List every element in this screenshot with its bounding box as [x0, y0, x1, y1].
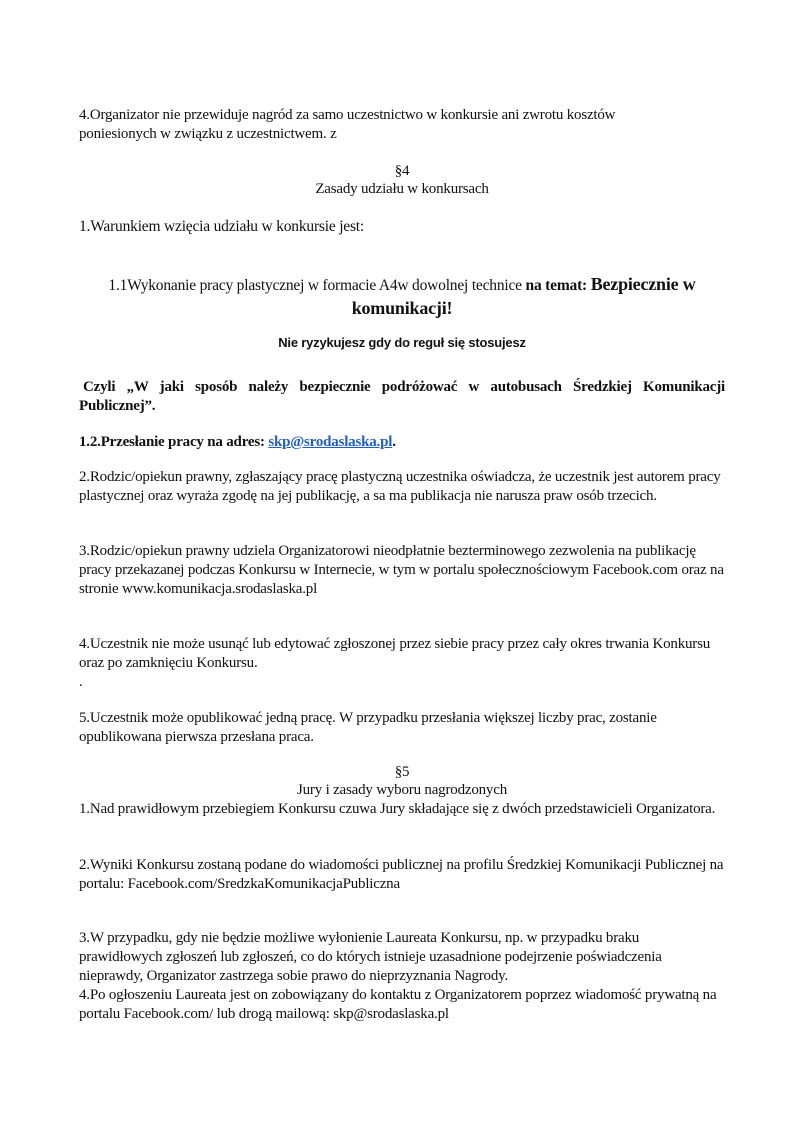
- section-4-title: Zasady udziału w konkursach: [315, 181, 489, 197]
- jury-4: 4.Po ogłoszeniu Laureata jest on zobowiązany do kontaktu z Organizatorem poprzez wiadomość prywatną na portalu Facebook.com/ lub drogą mailową: skp@srodaslaska.pl: [79, 987, 717, 1022]
- slogan: Nie ryzykujesz gdy do reguł się stosujesz: [278, 335, 526, 350]
- email-link[interactable]: skp@srodaslaska.pl: [268, 434, 393, 450]
- section-4-number: §4: [394, 163, 410, 179]
- period: .: [392, 434, 396, 450]
- stray-dot: .: [79, 674, 83, 690]
- item-1-1-text: 1.1Wykonanie pracy plastycznej w formacie A4w dowolnej technice: [108, 277, 526, 294]
- section-5-number: §5: [394, 764, 410, 780]
- condition-intro: 1.Warunkiem wzięcia udziału w konkursie jest:: [79, 218, 365, 235]
- paragraph-3: 3.Rodzic/opiekun prawny udziela Organizatorowi nieodpłatnie bezterminowego zezwolenia na publikację pracy przekazanej podczas Konkursu w Internecie, w tym w portalu społecznościowym Facebook.com oraz na stronie www.komunikacja.srodaslaska.pl: [79, 543, 724, 597]
- paragraph-4: 4.Uczestnik nie może usunąć lub edytować zgłoszonej przez siebie pracy przez cały okres trwania Konkursu oraz po zamknięciu Konkursu.: [79, 636, 711, 671]
- item-1-2-label: 1.2.Przesłanie pracy na adres:: [79, 434, 269, 450]
- section-5-title: Jury i zasady wyboru nagrodzonych: [296, 782, 507, 798]
- jury-1: 1.Nad prawidłowym przebiegiem Konkursu czuwa Jury składające się z dwóch przedstawicieli Organizatora.: [79, 801, 716, 817]
- paragraph-5: 5.Uczestnik może opublikować jedną pracę. W przypadku przesłania większej liczby prac, zostanie opublikowana pierwsza przesłana praca.: [79, 710, 657, 745]
- text-line: 4.Organizator nie przewiduje nagród za samo uczestnictwo w konkursie ani zwrotu kosztów: [79, 107, 616, 123]
- paragraph-no-prizes: [79, 106, 725, 144]
- text-line: poniesionych w związku z uczestnictwem. z: [79, 126, 337, 142]
- item-1-1-bold: na temat:: [525, 277, 591, 294]
- theme-title: Bezpiecznie w: [590, 274, 696, 294]
- item-1-2: [79, 433, 725, 452]
- theme-title-2: komunikacji!: [351, 298, 453, 318]
- item-1-1: [79, 273, 725, 321]
- czyli-paragraph: Czyli „W jaki sposób należy bezpiecznie podróżować w autobusach Średzkiej Komunikacji Publicznej”.: [79, 379, 725, 414]
- paragraph-2: 2.Rodzic/opiekun prawny, zgłaszający pracę plastyczną uczestnika oświadcza, że uczestnik jest autorem pracy plastycznej oraz wyraża zgodę na jej publikację, a sa ma publikacja nie narusza praw osób trzecich.: [79, 469, 721, 504]
- jury-2: 2.Wyniki Konkursu zostaną podane do wiadomości publicznej na profilu Średzkiej Komunikacji Publicznej na portalu: Facebook.com/SredzkaKomunikacjaPubliczna: [79, 857, 724, 892]
- jury-3: 3.W przypadku, gdy nie będzie możliwe wyłonienie Laureata Konkursu, np. w przypadku braku prawidłowych zgłoszeń lub zgłoszeń, co do których istnieje uzasadnione podejrzenie poświadczenia nieprawdy, Organizator zastrzega sobie prawo do nieprzyznania Nagrody.: [79, 930, 662, 984]
